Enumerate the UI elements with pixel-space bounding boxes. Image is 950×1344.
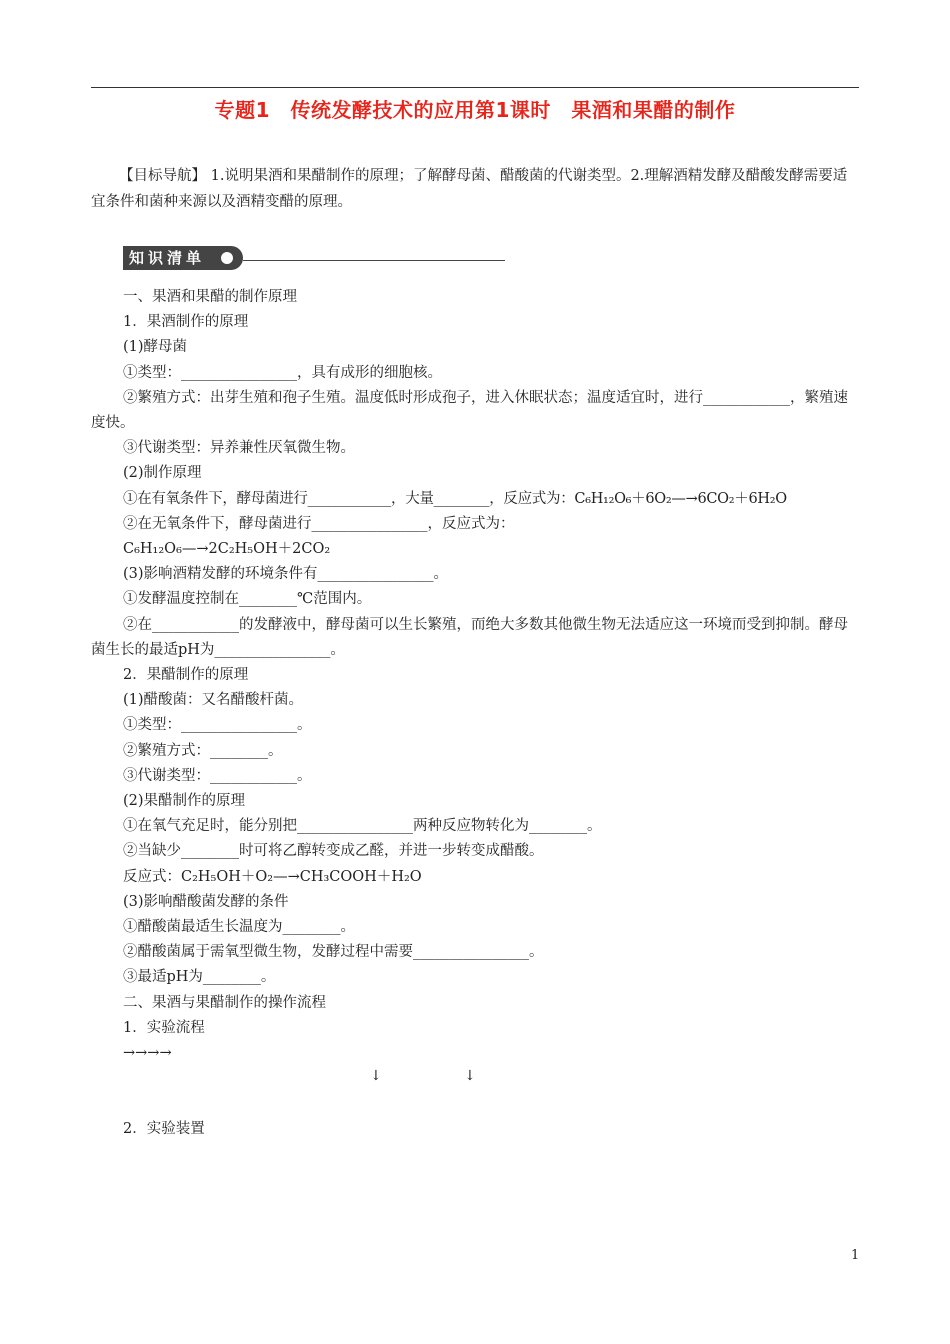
flow-arrows: →→→→ bbox=[123, 1045, 172, 1062]
bullet-dot-icon bbox=[221, 252, 233, 264]
text-line: (1)酵母菌 bbox=[123, 339, 188, 356]
subsection-heading: 1．果酒制作的原理 bbox=[123, 314, 249, 331]
section-heading: 二、果酒与果醋制作的操作流程 bbox=[123, 994, 326, 1011]
header-rule bbox=[91, 87, 859, 88]
fill-in-line: ①类型：________________，具有成形的细胞核。 bbox=[123, 364, 442, 381]
flow-spacer bbox=[91, 1066, 861, 1091]
section-badge bbox=[123, 246, 243, 270]
fill-in-line: ③最适pH为________。 bbox=[123, 969, 276, 986]
fill-in-line: ①发酵温度控制在________℃范围内。 bbox=[123, 591, 372, 608]
fill-in-line: ③代谢类型：____________。 bbox=[123, 767, 312, 784]
fill-in-line: ②醋酸菌属于需氧型微生物，发酵过程中需要________________。 bbox=[123, 944, 544, 961]
subsection-heading: 2．实验装置 bbox=[123, 1120, 205, 1137]
learning-goal: 【目标导航】 1.说明果酒和果醋制作的原理；了解酵母菌、醋酸菌的代谢类型。2.理解酒精发酵及醋酸发酵需要适宜条件和菌种来源以及酒精变醋的原理。 bbox=[91, 168, 848, 210]
text-line: (2)果醋制作的原理 bbox=[123, 793, 246, 810]
section-badge-label: 知识清单 bbox=[129, 249, 206, 267]
page-title: 专题1 传统发酵技术的应用第1课时 果酒和果醋的制作 bbox=[214, 98, 736, 122]
fill-in-line: ②繁殖方式：________。 bbox=[123, 742, 283, 759]
fill-in-line: ②在无氧条件下，酵母菌进行________________，反应式为： bbox=[123, 515, 515, 532]
down-arrow-icon: ↓ bbox=[464, 1068, 476, 1084]
text-line: (3)影响醋酸菌发酵的条件 bbox=[123, 893, 289, 910]
subsection-heading: 1．实验流程 bbox=[123, 1019, 205, 1036]
fill-in-line: ①醋酸菌最适生长温度为________。 bbox=[123, 919, 355, 936]
text-line: ③代谢类型：异养兼性厌氧微生物。 bbox=[123, 440, 355, 457]
fill-in-line: ②当缺少________时可将乙醇转变成乙醛，并进一步转变成醋酸。 bbox=[123, 843, 544, 860]
flow-spacer bbox=[91, 1091, 861, 1116]
fill-in-line: ②繁殖方式：出芽生殖和孢子生殖。温度低时形成孢子，进入休眠状态；温度适宜时，进行____________，繁殖速度快。 bbox=[91, 389, 848, 432]
document-body bbox=[91, 285, 861, 1142]
fill-in-line: ①在有氧条件下，酵母菌进行____________，大量________，反应式为：C₆H₁₂O₆＋6O₂—→6CO₂＋6H₂O bbox=[123, 490, 787, 507]
section-rule bbox=[243, 260, 505, 261]
fill-in-line: ①类型：________________。 bbox=[123, 717, 312, 734]
subsection-heading: 2．果醋制作的原理 bbox=[123, 667, 249, 684]
section-heading: 一、果酒和果醋的制作原理 bbox=[123, 289, 297, 305]
fill-in-line: (3)影响酒精发酵的环境条件有________________。 bbox=[123, 566, 449, 583]
fill-in-line: ②在____________的发酵液中，酵母菌可以生长繁殖，而绝大多数其他微生物无法适应这一环境而受到抑制。酵母菌生长的最适pH为________________。 bbox=[91, 616, 848, 658]
equation-line: C₆H₁₂O₆—→2C₂H₅OH＋2CO₂ bbox=[123, 541, 331, 558]
equation-line: 反应式：C₂H₅OH＋O₂—→CH₃COOH＋H₂O bbox=[123, 868, 422, 885]
text-line: (2)制作原理 bbox=[123, 465, 202, 482]
fill-in-line: ①在氧气充足时，能分别把________________两种反应物转化为________。 bbox=[123, 818, 602, 835]
page-number: 1 bbox=[851, 1248, 860, 1263]
down-arrow-icon: ↓ bbox=[370, 1068, 382, 1084]
text-line: (1)醋酸菌：又名醋酸杆菌。 bbox=[123, 692, 304, 709]
